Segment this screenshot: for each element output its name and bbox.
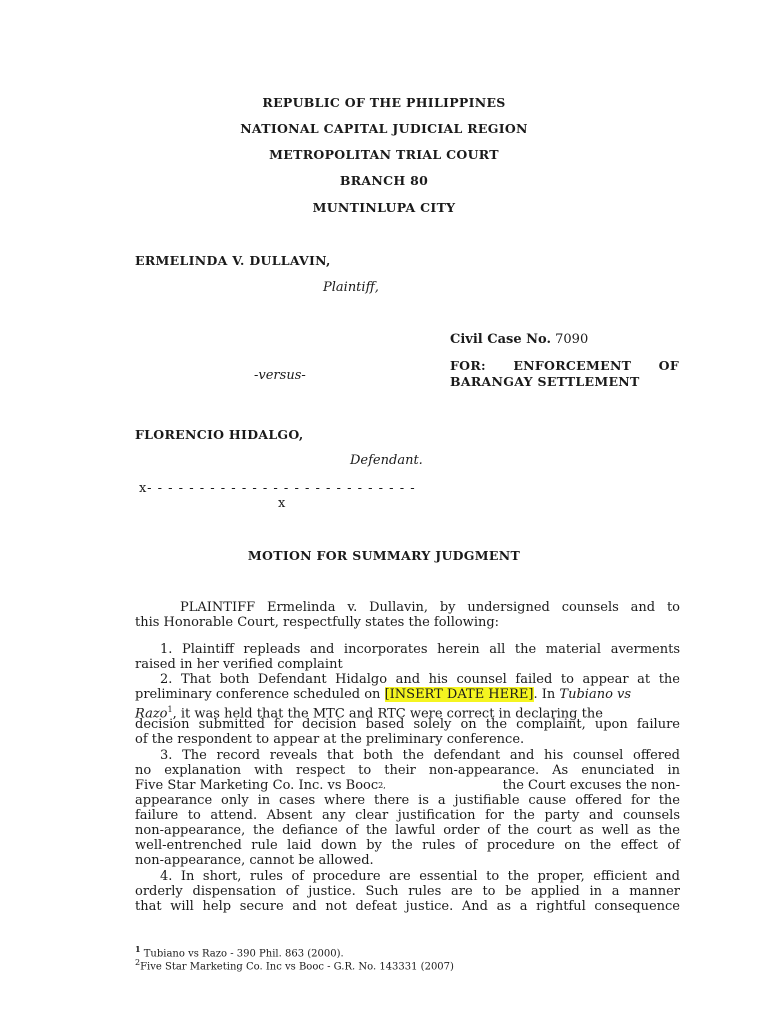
- footnote-1-text: Tubiano vs Razo - 390 Phil. 863 (2000).: [140, 948, 344, 960]
- para1-line-1: 1. Plaintiff repleads and incorporates herein all the material averments: [160, 642, 680, 657]
- caption-separator: x- - - - - - - - - - - - - - - - - - - - - - - - - -: [139, 481, 416, 496]
- para1-line-2: raised in her verified complaint: [135, 657, 343, 672]
- para4-line-3: that will help secure and not defeat justice. And as a rightful consequence: [135, 899, 680, 914]
- footnote-1-number: 1: [135, 944, 141, 954]
- defendant-role: Defendant.: [350, 453, 423, 468]
- para4-line-2: orderly dispensation of justice. Such rules are to be applied in a manner: [135, 884, 680, 899]
- footnote-2-text: Five Star Marketing Co. Inc vs Booc - G.R. No. 143331 (2007): [140, 961, 454, 973]
- plaintiff-role: Plaintiff,: [323, 280, 379, 295]
- document-title: MOTION FOR SUMMARY JUDGMENT: [247, 548, 521, 563]
- court-header-city: MUNTINLUPA CITY: [312, 200, 456, 215]
- para2-line-4: decision submitted for decision based solely on the complaint, upon failure: [135, 717, 680, 732]
- court-header-branch: BRANCH 80: [339, 173, 429, 188]
- intro-line-2: this Honorable Court, respectfully states the following:: [135, 615, 500, 630]
- para3-line-5: failure to attend. Absent any clear justification for the party and counsels: [135, 808, 680, 823]
- footnote-2: [135, 958, 454, 972]
- para3-text-b: the Court excuses the non-: [502, 778, 680, 793]
- insert-date-placeholder: [INSERT DATE HERE]: [384, 687, 534, 702]
- footnote-ref-2: 2,: [378, 781, 386, 790]
- case-cite-tubiano: Tubiano vs: [559, 687, 632, 702]
- para3-line-4: appearance only in cases where there is a justifiable cause offered for the: [135, 793, 680, 808]
- para3-line-3: [135, 778, 680, 793]
- para4-line-1: 4. In short, rules of procedure are essential to the proper, efficient and: [160, 869, 680, 884]
- case-number-line: [450, 332, 588, 347]
- para2-line-1: 2. That both Defendant Hidalgo and his counsel failed to appear at the: [160, 672, 680, 687]
- case-for-line1: FOR: ENFORCEMENT OF: [450, 358, 679, 373]
- versus-label: -versus-: [254, 368, 306, 383]
- case-number: 7090: [555, 332, 589, 347]
- case-label: Civil Case No.: [450, 332, 551, 347]
- court-header-region: NATIONAL CAPITAL JUDICIAL REGION: [240, 121, 528, 136]
- para2-line-2: [135, 687, 680, 702]
- case-for-line2: BARANGAY SETTLEMENT: [450, 374, 640, 389]
- para3-line-2: no explanation with respect to their non-appearance. As enunciated in: [135, 763, 680, 778]
- para3-line-6: non-appearance, the defiance of the lawful order of the court as well as the: [135, 823, 680, 838]
- court-header-republic: REPUBLIC OF THE PHILIPPINES: [262, 95, 506, 110]
- footnote-2-number: 2: [135, 958, 141, 967]
- para3-text-a: Five Star Marketing Co. Inc. vs Booc: [135, 778, 379, 793]
- intro-line-1: PLAINTIFF Ermelinda v. Dullavin, by undersigned counsels and to: [180, 600, 680, 615]
- para3-line-1: 3. The record reveals that both the defendant and his counsel offered: [160, 748, 680, 763]
- para3-line-7: well-entrenched rule laid down by the rules of procedure on the effect of: [135, 838, 680, 853]
- case-cite-razo: Razo: [135, 706, 168, 722]
- caption-separator-end: x: [278, 496, 286, 511]
- para2-text-b: . In: [533, 687, 556, 702]
- footnote-ref-1: 1: [167, 705, 173, 714]
- para3-line-8: non-appearance, cannot be allowed.: [135, 853, 374, 868]
- para2-text-a: preliminary conference scheduled on: [135, 687, 381, 702]
- plaintiff-name: ERMELINDA V. DULLAVIN,: [135, 253, 331, 268]
- para2-line-5: of the respondent to appear at the preliminary conference.: [135, 732, 525, 747]
- defendant-name: FLORENCIO HIDALGO,: [135, 427, 304, 442]
- court-header-court: METROPOLITAN TRIAL COURT: [269, 147, 499, 162]
- para2-text-c: , it was held that the MTC and RTC were correct in declaring the: [172, 706, 603, 722]
